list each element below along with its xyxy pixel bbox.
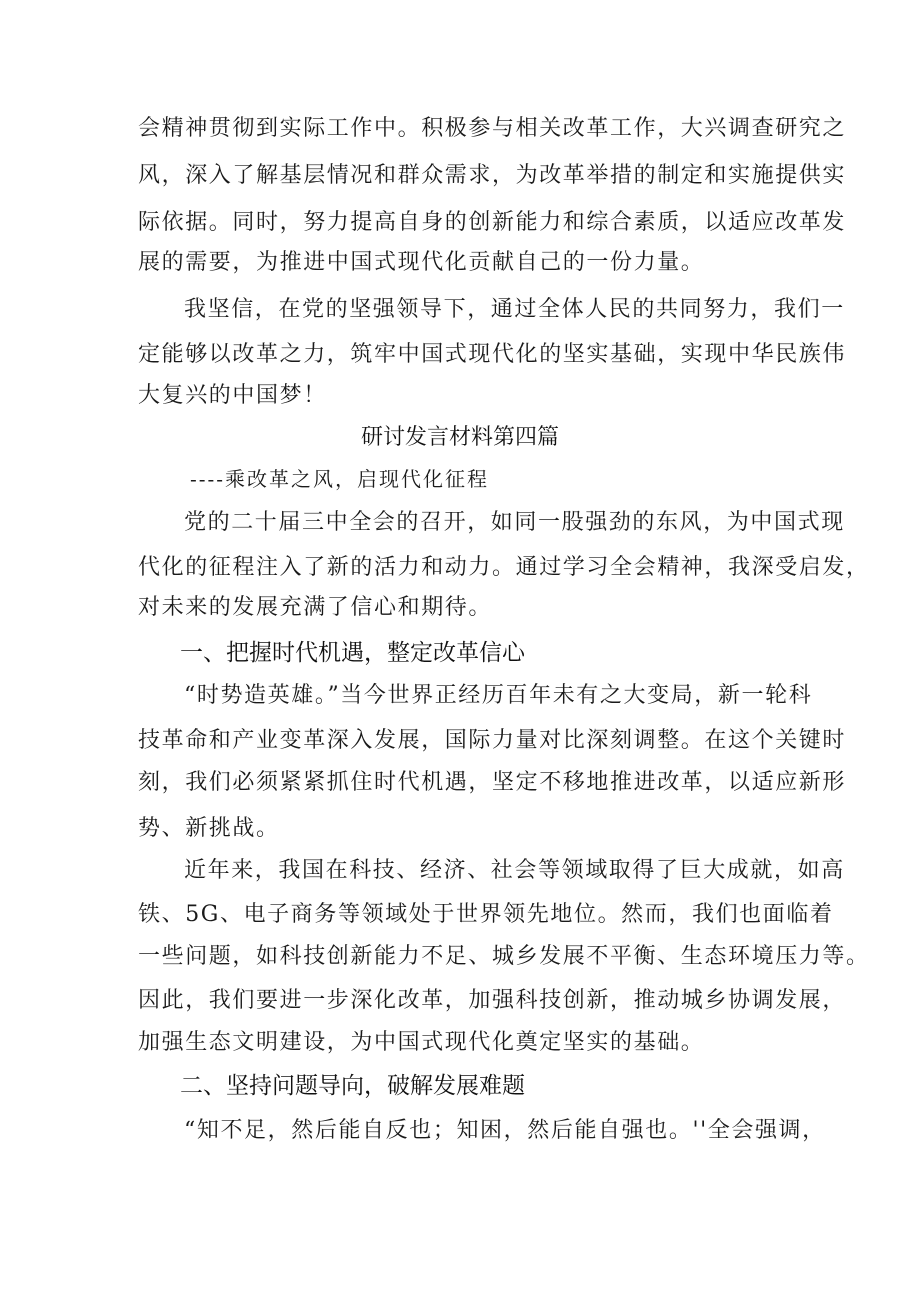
paragraph-line: 因此，我们要进一步深化改革，加强科技创新，推动城乡协调发展， [138,988,847,1013]
paragraph-line: 我坚信，在党的坚强领导下，通过全体人民的共同努力，我们一 [184,297,845,322]
section-subtitle: ----乘改革之风，启现代化征程 [190,467,490,491]
heading-two: 二、坚持问题导向，破解发展难题 [180,1073,525,1099]
paragraph-line: “时势造英雄。”当今世界正经历百年未有之大变局，新一轮科 [184,683,813,708]
paragraph-line: 党的二十届三中全会的召开，如同一股强劲的东风，为中国式现 [184,510,845,535]
paragraph-line: 风，深入了解基层情况和群众需求，为改革举措的制定和实施提供实 [138,163,847,188]
paragraph-line: 近年来，我国在科技、经济、社会等领域取得了巨大成就，如高 [184,858,845,883]
paragraph-line: 对未来的发展充满了信心和期待。 [138,595,493,620]
paragraph-line: 铁、5G、电子商务等领域处于世界领先地位。然而，我们也面临着 [138,902,834,927]
paragraph-line: “知不足，然后能自反也；知困，然后能自强也。''全会强调， [184,1118,826,1143]
section-title: 研讨发言材料第四篇 [360,425,559,450]
paragraph-line: 一些问题，如科技创新能力不足、城乡发展不平衡、生态环境压力等。 [138,944,870,969]
paragraph-line: 大复兴的中国梦！ [138,383,327,408]
paragraph-line: 会精神贯彻到实际工作中。积极参与相关改革工作，大兴调查研究之 [138,116,847,141]
paragraph-line: 定能够以改革之力，筑牢中国式现代化的坚实基础，实现中华民族伟 [138,342,847,367]
paragraph-line: 刻，我们必须紧紧抓住时代机遇，坚定不移地推进改革，以适应新形 [138,770,847,795]
paragraph-line: 际依据。同时，努力提高自身的创新能力和综合素质，以适应改革发 [138,210,847,235]
paragraph-line: 势、新挑战。 [138,816,280,841]
paragraph-line: 代化的征程注入了新的活力和动力。通过学习全会精神，我深受启发， [138,555,870,580]
paragraph-line: 展的需要，为推进中国式现代化贡献自己的一份力量。 [138,250,705,275]
paragraph-line: 加强生态文明建设，为中国式现代化奠定坚实的基础。 [138,1030,705,1055]
heading-one: 一、把握时代机遇，整定改革信心 [180,640,525,666]
paragraph-line: 技革命和产业变革深入发展，国际力量对比深刻调整。在这个关键时 [138,728,847,753]
